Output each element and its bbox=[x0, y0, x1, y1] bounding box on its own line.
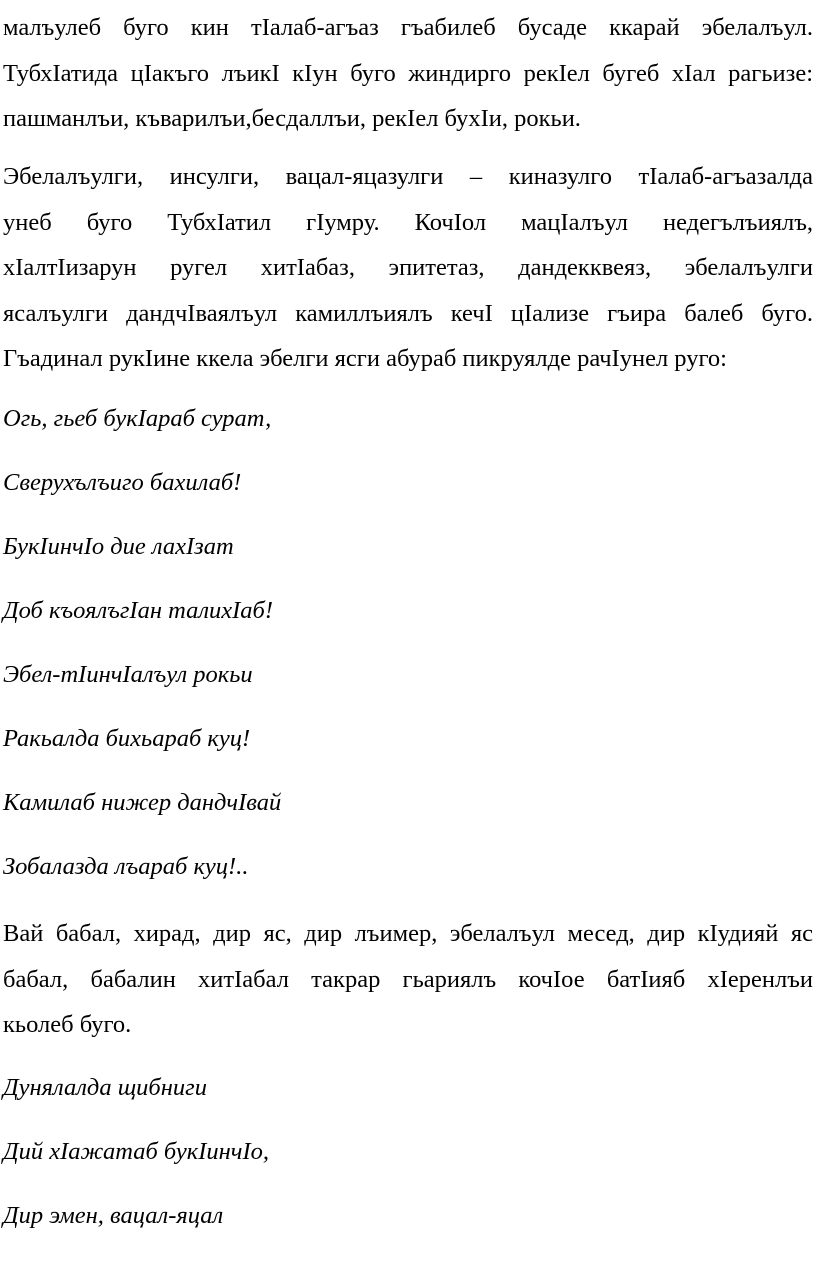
paragraph-line: хIалтIизарун ругел хитIабаз, эпитетаз, дандекквеяз, эбелалъулги bbox=[3, 254, 813, 282]
paragraph-line: кьолеб буго. bbox=[3, 1011, 132, 1039]
paragraph-3 bbox=[3, 911, 813, 1048]
verse-line: Зобалазда лъараб куц!.. bbox=[3, 853, 249, 880]
paragraph-line: пашманлъи, къварилъи,бесдаллъи, рекIел бухIи, рокьи. bbox=[3, 105, 581, 133]
verse-line: Ракьалда бихьараб куц! bbox=[3, 725, 251, 752]
verse-line: Дунялалда щибниги bbox=[3, 1074, 207, 1101]
paragraph-line: бабал, бабалин хитIабал такрар гьариялъ кочIое батIияб хIеренлъи bbox=[3, 965, 813, 993]
paragraph-line: унеб буго ТубхIатил гIумру. КочIол мацIалъул недегълъиялъ, bbox=[3, 208, 813, 236]
paragraph-line: Эбелалъулги, инсулги, вацал-яцазулги – киназулго тIалаб-агъазалда bbox=[3, 163, 813, 190]
verse-line: Эбел-тIинчIалъул рокьи bbox=[3, 661, 253, 688]
paragraph-line: ясалъулги дандчIваялъул камиллъиялъ кечI цIализе гъира балеб буго. bbox=[3, 299, 813, 327]
paragraph-line: Вай бабал, хирад, дир яс, дир лъимер, эбелалъул месед, дир кIудияй яс bbox=[3, 920, 813, 947]
paragraph-line: малъулеб буго кин тIалаб-агъаз гъабилеб бусаде ккарай эбелалъул. bbox=[3, 14, 813, 41]
verse-line: Доб къоялъгIан талихIаб! bbox=[3, 597, 274, 624]
verse-line: Сверухълъиго бахилаб! bbox=[3, 469, 242, 496]
paragraph-2 bbox=[3, 154, 813, 382]
verse-line: БукIинчIо дие лахIзат bbox=[3, 533, 234, 560]
paragraph-1 bbox=[3, 5, 813, 142]
verse-line: Дир эмен, вацал-яцал bbox=[3, 1202, 224, 1229]
paragraph-line: ТубхIатида цIакъго лъикI кIун буго жиндирго рекIел бугеб хIал рагьизе: bbox=[3, 59, 813, 87]
paragraph-line: Гъадинал рукIине ккела эбелги ясги абураб пикруялде рачIунел руго: bbox=[3, 345, 727, 373]
verse-line: Камилаб нижер дандчIвай bbox=[3, 789, 282, 816]
verse-line: Дий хIажатаб букIинчIо, bbox=[3, 1138, 270, 1165]
verse-line: Огь, гьеб букIараб сурат, bbox=[3, 405, 272, 432]
